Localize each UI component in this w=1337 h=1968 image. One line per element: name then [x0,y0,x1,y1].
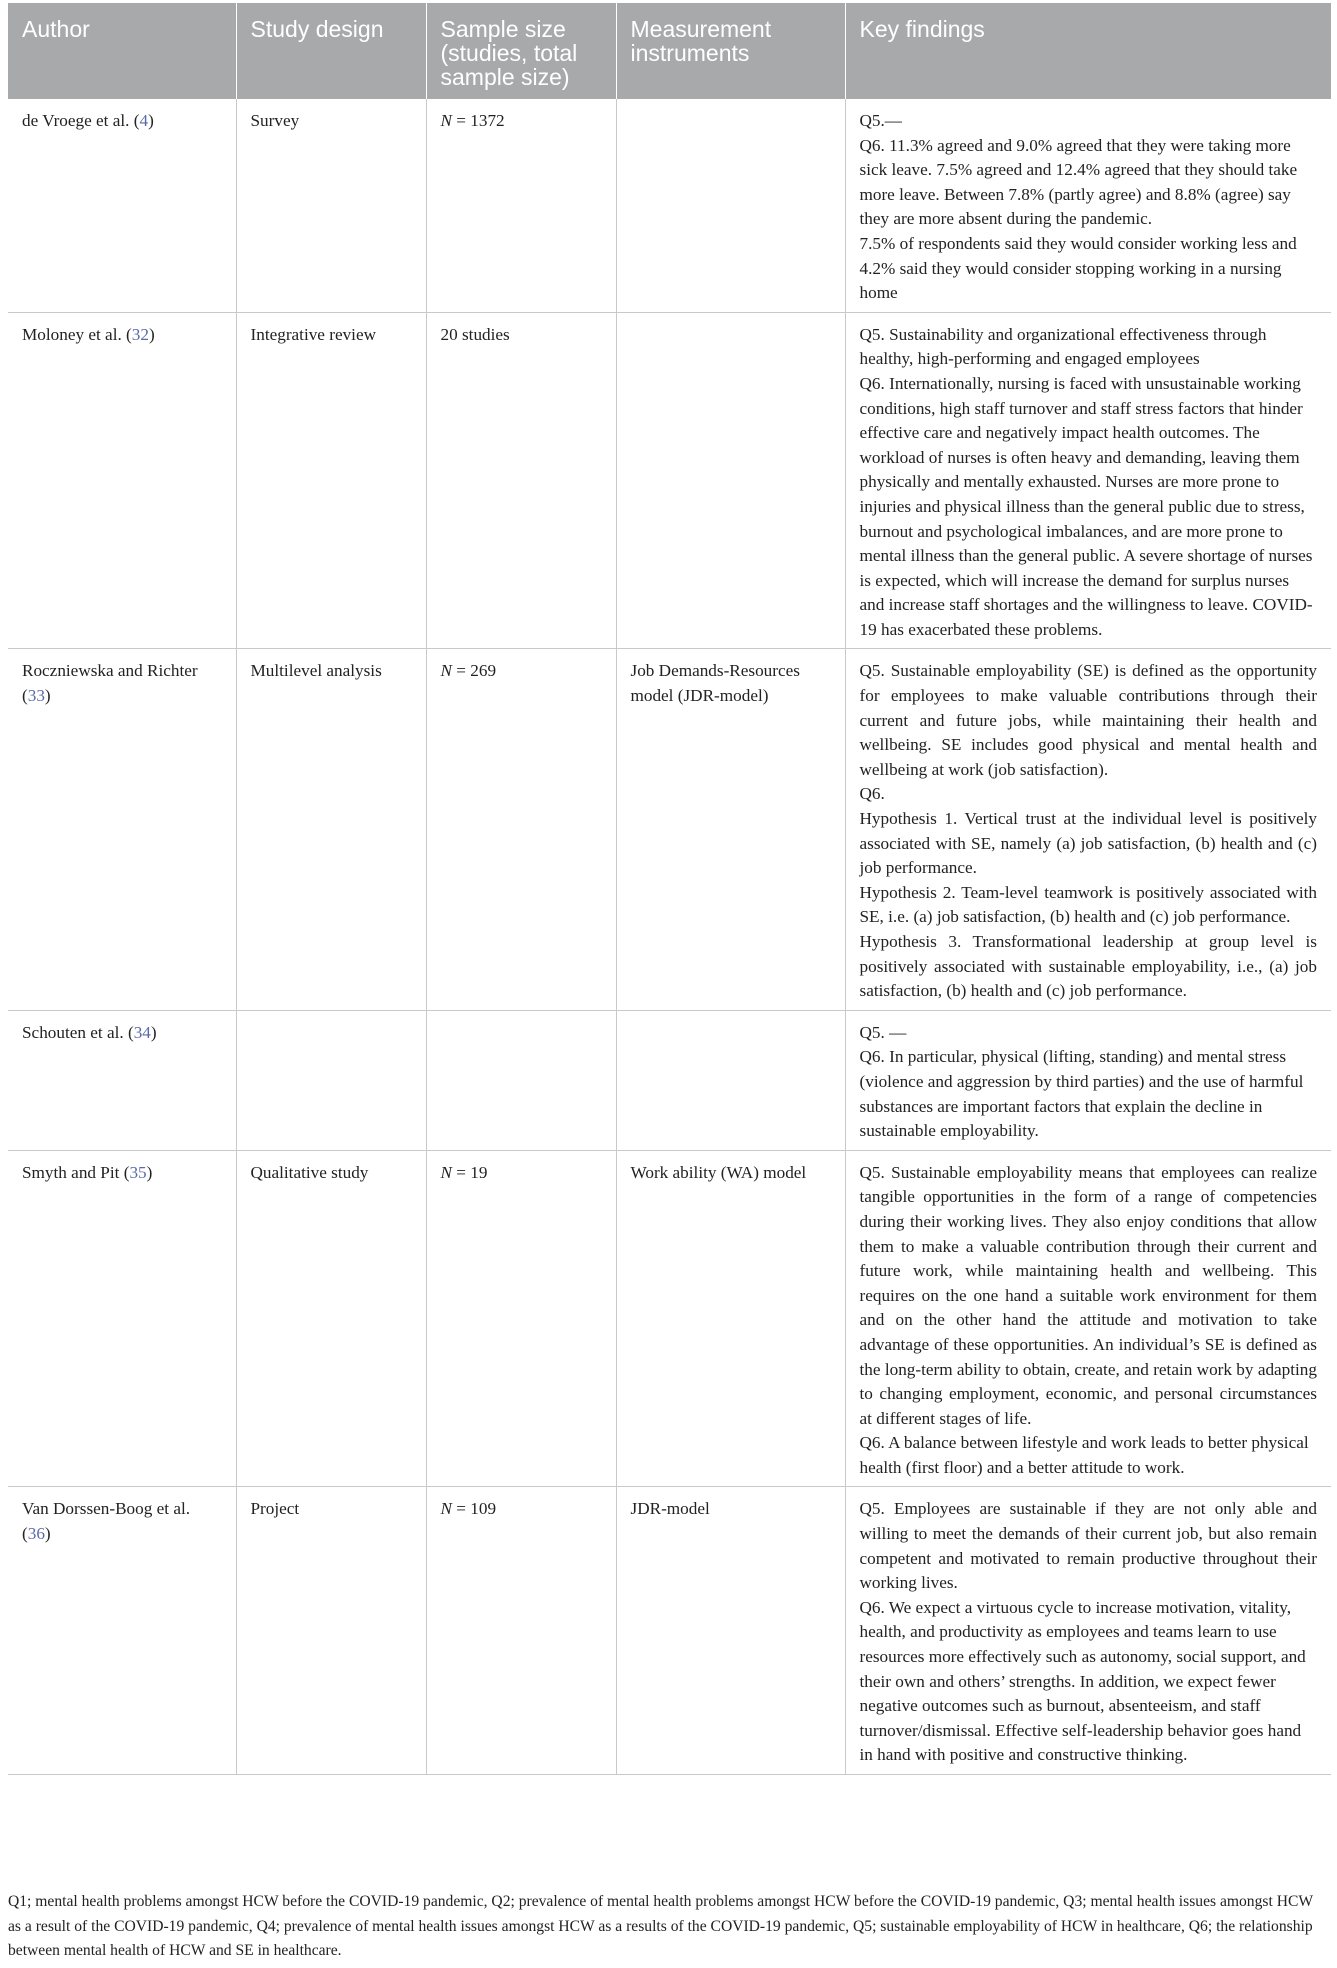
author-cell [8,1487,236,1775]
key-findings-cell [845,649,1331,1010]
table-row [8,1150,1331,1487]
author-cell [8,649,236,1010]
study-design-cell: Multilevel analysis [236,649,426,1010]
author-name: Moloney et al. ( [22,324,132,344]
key-findings-cell [845,1487,1331,1775]
study-design-cell: Survey [236,99,426,312]
sample-size-cell [426,99,616,312]
sample-size-cell [426,649,616,1010]
sample-size-value: = 1372 [451,111,505,130]
key-findings-cell [845,1150,1331,1487]
reference-link[interactable]: 4 [139,111,149,130]
sample-n-symbol: N [440,111,452,130]
study-design-cell [236,1010,426,1150]
header-key-findings: Key findings [845,3,1331,99]
finding-paragraph: Q6. In particular, physical (lifting, standing) and mental stress (violence and aggression by third parties) and the use of harmful substances are important factors that explain the decline in sustainable employability. [859,1047,1304,1141]
finding-paragraph: Q6. A balance between lifestyle and work leads to better physical health (first floor) and a better attitude to work. [859,1433,1309,1477]
author-ref-close: ) [44,686,51,706]
finding-paragraph: Hypothesis 1. Vertical trust at the individual level is positively associated with SE, namely (a) job satisfaction, (b) health and (c) job performance. [859,809,1317,878]
study-design-cell: Integrative review [236,312,426,649]
author-cell [8,99,236,312]
table-row [8,312,1331,649]
author-ref-close: ) [148,111,154,130]
measurement-instrument-cell [616,1010,845,1150]
finding-paragraph: Q5. Sustainability and organizational effectiveness through healthy, high-performing and engaged employees [859,324,1267,369]
finding-paragraph: Q6. [859,784,885,804]
finding-paragraph: Q5. Sustainable employability (SE) is defined as the opportunity for employees to make valuable contributions through their current and future jobs, while maintaining their health and wellbeing. SE includes good physical and mental health and wellbeing at work (job satisfaction). [859,661,1317,779]
finding-paragraph: Q5. Sustainable employability means that employees can realize tangible opportunities in the form of a range of competencies during their working lives. They also enjoy conditions that allow them to make a valuable contribution through their current and future work, while maintaining health and wellbeing. This requires on the one hand a suitable work environment for them and on the other hand the attitude and motivation to take advantage of these opportunities. An individual’s SE is defined as the long-term ability to obtain, create, and retain work by adapting to changing employment, economic, and personal circumstances at different stages of life. [859,1162,1317,1428]
finding-paragraph: Q6. We expect a virtuous cycle to increase motivation, vitality, health, and productivity as employees and teams learn to use resources more effectively such as autonomy, social support, and their own and others’ strengths. In addition, we expect fewer negative outcomes such as burnout, absenteeism, and staff turnover/dismissal. Effective self-leadership behavior goes hand in hand with positive and constructive thinking. [859,1597,1306,1765]
header-sample-size: Sample size (studies, total sample size) [426,3,616,99]
study-design-cell: Qualitative study [236,1150,426,1487]
author-cell [8,1150,236,1487]
sample-n-symbol: N [440,661,452,681]
author-cell [8,1010,236,1150]
sample-size-cell [426,312,616,649]
author-ref-close: ) [150,1022,157,1042]
sample-size-cell [426,1010,616,1150]
finding-paragraph: Q5. — [859,1022,907,1042]
findings-table-container [8,3,1331,1775]
author-name: Schouten et al. ( [22,1022,134,1042]
reference-link[interactable]: 32 [131,324,149,344]
finding-paragraph: Q5. Employees are sustainable if they are not only able and willing to meet the demands of their current job, but also remain competent and motivated to remain productive throughout their working lives. [859,1499,1317,1593]
sample-size-value: 20 studies [440,324,510,344]
sample-n-symbol: N [440,1162,452,1182]
reference-link[interactable]: 34 [133,1022,151,1042]
table-row [8,1487,1331,1775]
key-findings-cell [845,312,1331,649]
table-row [8,99,1331,312]
finding-paragraph: 7.5% of respondents said they would consider working less and 4.2% said they would consider stopping working in a nursing home [859,233,1297,303]
author-name: de Vroege et al. ( [22,111,140,130]
table-body [8,99,1331,1775]
sample-size-value: = 269 [451,661,497,681]
author-ref-close: ) [148,324,155,344]
reference-link[interactable]: 35 [129,1162,147,1182]
header-row [8,3,1331,99]
measurement-instrument-cell [616,312,845,649]
findings-table [8,3,1331,1775]
study-design-cell: Project [236,1487,426,1775]
sample-n-symbol: N [440,1499,452,1519]
reference-link[interactable]: 33 [27,686,45,706]
author-name: Roczniewska and Richter ( [22,661,198,706]
finding-paragraph: Q6. Internationally, nursing is faced with unsustainable working conditions, high staff turnover and staff stress factors that hinder effective care and negatively impact health outcomes. The workload of nurses is often heavy and demanding, leaving them physically and mentally exhausted. Nurses are more prone to injuries and physical illness than the general public due to stress, burnout and psychological imbalances, and are more prone to mental illness than the general public. A severe shortage of nurses is expected, which will increase the demand for surplus nurses and increase staff shortages and the willingness to leave. COVID-19 has exacerbated these problems. [859,373,1313,639]
table-footnote: Q1; mental health problems amongst HCW before the COVID-19 pandemic, Q2; prevalence of mental health problems amongst HCW before the COVID-19 pandemic, Q3; mental health issues amongst HCW as a result of the COVID-19 pandemic, Q4; prevalence of mental health issues amongst HCW as a results of the COVID-19 pandemic, Q5; sustainable employability of HCW in healthcare, Q6; the relationship between mental health of HCW and SE in healthcare. [8,1893,1313,1959]
sample-size-value: = 109 [451,1499,497,1519]
table-row [8,649,1331,1010]
header-measurement-instruments: Measurement instruments [616,3,845,99]
finding-paragraph: Hypothesis 3. Transformational leadership at group level is positively associated with sustainable employability, i.e., (a) job satisfaction, (b) health and (c) job performance. [859,932,1317,1001]
measurement-instrument-cell [616,99,845,312]
measurement-instrument-cell: Job Demands-Resources model (JDR-model) [616,649,845,1010]
key-findings-cell [845,99,1331,312]
table-header [8,3,1331,99]
sample-size-cell [426,1487,616,1775]
measurement-instrument-cell: Work ability (WA) model [616,1150,845,1487]
finding-paragraph: Q5.— [859,111,902,130]
key-findings-cell [845,1010,1331,1150]
finding-paragraph: Hypothesis 2. Team-level teamwork is positively associated with SE, i.e. (a) job satisfaction, (b) health and (c) job performance. [859,882,1317,927]
author-ref-close: ) [44,1524,51,1544]
table-row [8,1010,1331,1150]
header-study-design: Study design [236,3,426,99]
sample-size-value: = 19 [451,1162,488,1182]
measurement-instrument-cell: JDR-model [616,1487,845,1775]
reference-link[interactable]: 36 [27,1524,45,1544]
author-name: Van Dorssen-Boog et al. ( [22,1499,191,1544]
author-cell [8,312,236,649]
sample-size-cell [426,1150,616,1487]
finding-paragraph: Q6. 11.3% agreed and 9.0% agreed that they were taking more sick leave. 7.5% agreed and 12.4% agreed that they should take more leave. Between 7.8% (partly agree) and 8.8% (agree) say they are more absent during the pandemic. [859,135,1298,229]
author-name: Smyth and Pit ( [22,1162,130,1182]
author-ref-close: ) [146,1162,153,1182]
header-author: Author [8,3,236,99]
